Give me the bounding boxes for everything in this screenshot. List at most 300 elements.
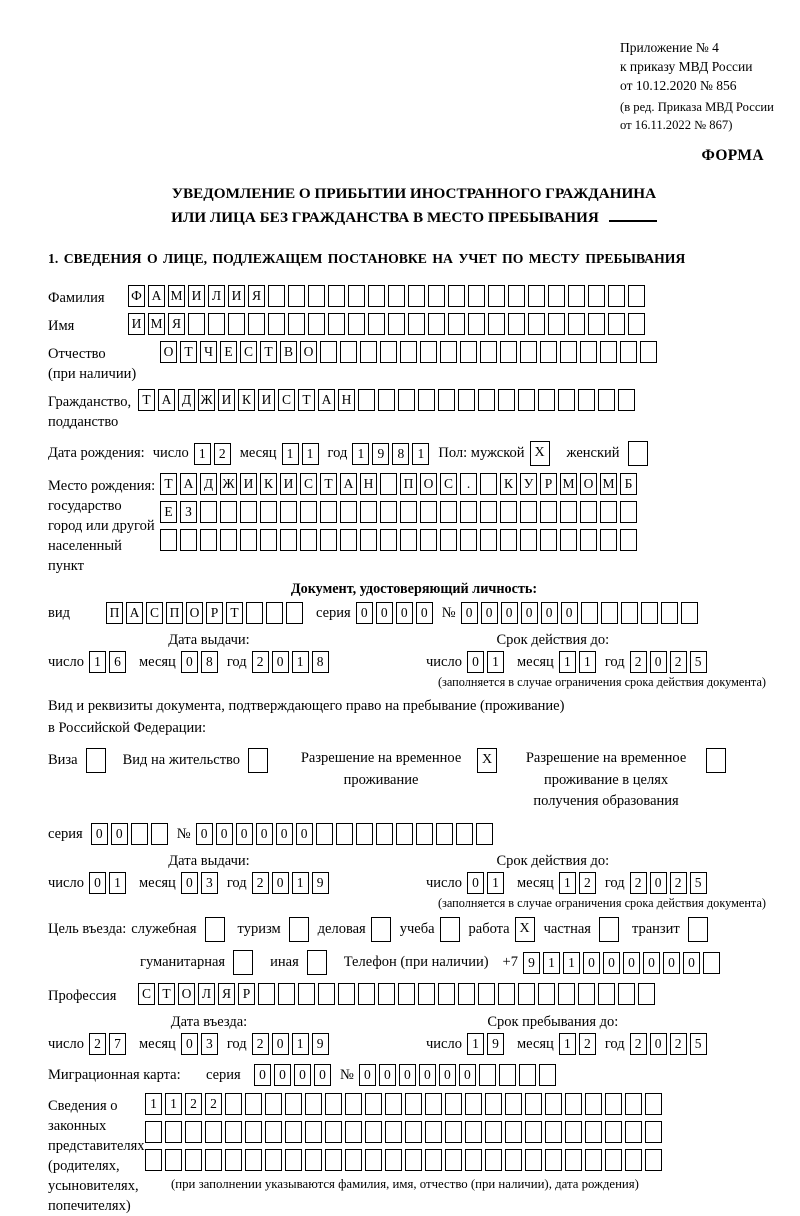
char-cell: [328, 285, 345, 307]
char-cell: [325, 1121, 342, 1143]
char-cell: [438, 983, 455, 1005]
char-cell: [465, 1149, 482, 1171]
char-cell: [620, 341, 637, 363]
char-cell: 0: [459, 1064, 476, 1086]
temp-residence-education-label: Разрешение на временное проживание в целях получения образования: [525, 749, 687, 810]
char-cell: [505, 1093, 522, 1115]
purpose-private-label: частная: [543, 921, 591, 938]
char-cell: П: [166, 602, 183, 624]
char-cell: [305, 1093, 322, 1115]
purpose-private-checkbox: [599, 917, 622, 942]
residence-doc-options: [48, 748, 780, 813]
char-cell: 1: [559, 651, 576, 673]
field-surname: [48, 285, 780, 308]
char-cell: [599, 917, 619, 942]
char-cell: П: [400, 473, 417, 495]
char-cell: [706, 748, 726, 773]
char-cell: 2: [89, 1033, 106, 1055]
char-cell: 9: [523, 952, 540, 974]
month-label: месяц: [138, 653, 176, 670]
title-underline: [609, 209, 657, 222]
char-cell: Л: [208, 285, 225, 307]
representatives-label-line: представителях: [48, 1138, 145, 1155]
issue-date-title: Дата выдачи:: [168, 853, 250, 870]
char-cell: И: [128, 313, 145, 335]
stay-day-cells: [467, 1033, 507, 1055]
char-cell: [400, 341, 417, 363]
representatives-label-line: усыновителях,: [48, 1178, 139, 1195]
char-cell: 2: [670, 872, 687, 894]
char-cell: 0: [419, 1064, 436, 1086]
char-cell: [325, 1093, 342, 1115]
char-cell: [545, 1093, 562, 1115]
char-cell: [220, 501, 237, 523]
char-cell: Я: [218, 983, 235, 1005]
char-cell: [598, 983, 615, 1005]
char-cell: [396, 823, 413, 845]
char-cell: М: [560, 473, 577, 495]
patronymic-label-line: Отчество: [48, 346, 106, 363]
residence-doc-intro-line: Вид и реквизиты документа, подтверждающего право на пребывание (проживание): [48, 698, 565, 715]
char-cell: [478, 983, 495, 1005]
purpose-work-label: работа: [468, 921, 510, 938]
char-cell: [500, 341, 517, 363]
char-cell: [425, 1121, 442, 1143]
year-label: год: [327, 445, 348, 462]
char-cell: [436, 823, 453, 845]
char-cell: 0: [181, 872, 198, 894]
id-doc-type-label: вид: [48, 604, 70, 621]
appendix-line: Приложение № 4: [620, 40, 719, 55]
char-cell: [280, 529, 297, 551]
purpose-label: Цель въезда:: [48, 921, 127, 938]
char-cell: Ч: [200, 341, 217, 363]
char-cell: О: [300, 341, 317, 363]
char-cell: И: [228, 285, 245, 307]
char-cell: [618, 389, 635, 411]
sex-female-checkbox: [628, 441, 651, 466]
residence-series-label: серия: [48, 825, 83, 842]
char-cell: Д: [200, 473, 217, 495]
id-doc-series-label: серия: [316, 604, 351, 621]
char-cell: Д: [178, 389, 195, 411]
char-cell: [428, 285, 445, 307]
char-cell: [398, 983, 415, 1005]
patronymic-label-line: (при наличии): [48, 366, 137, 383]
year-label: год: [604, 1035, 625, 1052]
char-cell: [240, 529, 257, 551]
char-cell: [465, 1093, 482, 1115]
char-cell: С: [138, 983, 155, 1005]
char-cell: 9: [312, 872, 329, 894]
char-cell: У: [520, 473, 537, 495]
char-cell: [420, 501, 437, 523]
amendment-line: (в ред. Приказа МВД России: [620, 100, 774, 115]
char-cell: К: [500, 473, 517, 495]
char-cell: [425, 1093, 442, 1115]
field-purpose-row2: [48, 950, 780, 975]
char-cell: [498, 983, 515, 1005]
char-cell: [265, 1121, 282, 1143]
representatives-row1-cells: [145, 1093, 665, 1115]
char-cell: 2: [630, 651, 647, 673]
stay-month-cells: [559, 1033, 599, 1055]
char-cell: [358, 983, 375, 1005]
char-cell: [245, 1149, 262, 1171]
char-cell: 1: [109, 872, 126, 894]
char-cell: М: [168, 285, 185, 307]
profession-label: Профессия: [48, 988, 117, 1005]
char-cell: [638, 983, 655, 1005]
char-cell: [388, 313, 405, 335]
char-cell: О: [178, 983, 195, 1005]
option-temp-residence-education: [514, 748, 729, 813]
char-cell: 2: [579, 872, 596, 894]
representatives-label-line: законных: [48, 1118, 107, 1135]
expiry-day-cells: [467, 872, 507, 894]
purpose-other-label: иная: [270, 954, 299, 971]
char-cell: [260, 529, 277, 551]
option-residence-permit: [123, 748, 271, 773]
char-cell: [225, 1149, 242, 1171]
char-cell: [565, 1093, 582, 1115]
char-cell: [480, 341, 497, 363]
char-cell: [525, 1121, 542, 1143]
char-cell: А: [180, 473, 197, 495]
char-cell: 0: [683, 952, 700, 974]
char-cell: [248, 748, 268, 773]
char-cell: [468, 313, 485, 335]
residence-series-cells: [91, 823, 171, 845]
char-cell: [200, 501, 217, 523]
field-profession: [48, 983, 780, 1006]
char-cell: А: [158, 389, 175, 411]
char-cell: [500, 529, 517, 551]
birthplace-label-line: Место рождения:: [48, 478, 156, 495]
char-cell: [385, 1093, 402, 1115]
char-cell: 0: [467, 872, 484, 894]
char-cell: [298, 983, 315, 1005]
day-label: число: [152, 445, 189, 462]
char-cell: 3: [201, 1033, 218, 1055]
char-cell: [300, 529, 317, 551]
char-cell: [225, 1093, 242, 1115]
char-cell: [565, 1149, 582, 1171]
char-cell: [405, 1121, 422, 1143]
appendix-line: от 10.12.2020 № 856: [620, 78, 737, 94]
id-doc-issue-group: [48, 632, 400, 673]
char-cell: [608, 285, 625, 307]
char-cell: 0: [276, 823, 293, 845]
char-cell: [585, 1149, 602, 1171]
issue-month-cells: [181, 872, 221, 894]
month-label: месяц: [239, 445, 277, 462]
char-cell: 9: [487, 1033, 504, 1055]
char-cell: [356, 823, 373, 845]
char-cell: А: [318, 389, 335, 411]
char-cell: [285, 1149, 302, 1171]
purpose-study-checkbox: [440, 917, 463, 942]
expiry-date-fields: [426, 651, 710, 673]
char-cell: [528, 285, 545, 307]
field-id-doc: [48, 602, 780, 624]
char-cell: [620, 529, 637, 551]
char-cell: 8: [312, 651, 329, 673]
char-cell: 2: [630, 872, 647, 894]
representatives-caption: (при заполнении указываются фамилия, имя, отчество (при наличии), дата рождения): [171, 1177, 639, 1192]
representatives-label-line: Сведения о: [48, 1098, 118, 1115]
char-cell: 0: [623, 952, 640, 974]
purpose-other-checkbox: [307, 950, 330, 975]
expiry-day-cells: [467, 651, 507, 673]
char-cell: 0: [181, 651, 198, 673]
birth-date-label: Дата рождения:: [48, 445, 145, 462]
char-cell: [448, 313, 465, 335]
char-cell: 0: [467, 651, 484, 673]
char-cell: [145, 1121, 162, 1143]
char-cell: [548, 313, 565, 335]
char-cell: [288, 313, 305, 335]
month-label: месяц: [516, 1035, 554, 1052]
residence-number-label: №: [176, 825, 191, 842]
char-cell: [420, 341, 437, 363]
char-cell: [618, 983, 635, 1005]
char-cell: 0: [650, 872, 667, 894]
char-cell: [625, 1093, 642, 1115]
char-cell: [581, 602, 598, 624]
migration-series-cells: [254, 1064, 334, 1086]
char-cell: 0: [561, 602, 578, 624]
char-cell: [416, 823, 433, 845]
char-cell: 0: [196, 823, 213, 845]
char-cell: [288, 285, 305, 307]
char-cell: [245, 1121, 262, 1143]
char-cell: [345, 1149, 362, 1171]
char-cell: И: [240, 473, 257, 495]
char-cell: И: [280, 473, 297, 495]
char-cell: [645, 1121, 662, 1143]
char-cell: 1: [89, 651, 106, 673]
char-cell: 1: [559, 1033, 576, 1055]
char-cell: Т: [226, 602, 243, 624]
char-cell: Е: [220, 341, 237, 363]
temp-residence-label: Разрешение на временное проживание: [300, 749, 462, 788]
char-cell: [385, 1121, 402, 1143]
char-cell: Р: [238, 983, 255, 1005]
char-cell: [208, 313, 225, 335]
char-cell: [560, 529, 577, 551]
char-cell: [488, 285, 505, 307]
char-cell: [456, 823, 473, 845]
id-doc-number-cells: [461, 602, 701, 624]
year-label: год: [226, 1035, 247, 1052]
char-cell: [458, 983, 475, 1005]
char-cell: 0: [294, 1064, 311, 1086]
char-cell: [478, 389, 495, 411]
option-temp-residence: [293, 748, 500, 792]
char-cell: 2: [630, 1033, 647, 1055]
char-cell: [519, 1064, 536, 1086]
char-cell: [180, 529, 197, 551]
char-cell: [398, 389, 415, 411]
given-name-cells: [128, 313, 648, 335]
char-cell: [160, 529, 177, 551]
field-birth-date: [48, 441, 780, 466]
day-label: число: [426, 653, 462, 670]
char-cell: [548, 285, 565, 307]
birthplace-row3-cells: [160, 529, 640, 551]
char-cell: X: [515, 917, 535, 942]
char-cell: [388, 285, 405, 307]
char-cell: [425, 1149, 442, 1171]
birth-day-cells: [194, 443, 234, 465]
char-cell: [505, 1121, 522, 1143]
char-cell: 0: [603, 952, 620, 974]
stay-until-fields: [426, 1033, 710, 1055]
char-cell: [485, 1121, 502, 1143]
birthplace-rows: [160, 473, 640, 557]
char-cell: [428, 313, 445, 335]
phone-cells: [523, 952, 723, 974]
char-cell: 0: [379, 1064, 396, 1086]
char-cell: К: [238, 389, 255, 411]
representatives-label: [48, 1093, 145, 1216]
char-cell: [320, 529, 337, 551]
char-cell: [628, 441, 648, 466]
char-cell: Ж: [198, 389, 215, 411]
representatives-label-line: (родителях,: [48, 1158, 120, 1175]
char-cell: [368, 313, 385, 335]
char-cell: [605, 1121, 622, 1143]
char-cell: 0: [521, 602, 538, 624]
char-cell: [625, 1149, 642, 1171]
char-cell: 0: [296, 823, 313, 845]
char-cell: 0: [91, 823, 108, 845]
char-cell: 1: [543, 952, 560, 974]
char-cell: [540, 529, 557, 551]
sex-female-label: женский: [566, 445, 620, 462]
char-cell: 0: [650, 651, 667, 673]
expiry-date-title: Срок действия до:: [496, 632, 610, 649]
title-line2-text: ИЛИ ЛИЦА БЕЗ ГРАЖДАНСТВА В МЕСТО ПРЕБЫВАНИЯ: [171, 208, 599, 226]
char-cell: [358, 389, 375, 411]
char-cell: [418, 389, 435, 411]
char-cell: [380, 501, 397, 523]
id-doc-dates: [48, 632, 780, 673]
citizenship-cells: [138, 389, 638, 411]
purpose-business-checkbox: [371, 917, 394, 942]
char-cell: [188, 313, 205, 335]
form-title: [48, 182, 780, 229]
char-cell: [608, 313, 625, 335]
char-cell: И: [188, 285, 205, 307]
purpose-transit-checkbox: [688, 917, 711, 942]
migration-card-label: Миграционная карта:: [48, 1066, 181, 1083]
char-cell: П: [106, 602, 123, 624]
char-cell: [600, 501, 617, 523]
title-line2: [48, 206, 780, 230]
month-label: месяц: [138, 874, 176, 891]
char-cell: [246, 602, 263, 624]
appendix-block: [620, 38, 780, 95]
char-cell: [205, 917, 225, 942]
form-label: ФОРМА: [701, 147, 764, 165]
char-cell: 0: [89, 872, 106, 894]
representatives-row2-cells: [145, 1121, 665, 1143]
issue-month-cells: [181, 651, 221, 673]
residence-doc-dates: [48, 853, 780, 894]
char-cell: [345, 1093, 362, 1115]
birth-month-cells: [282, 443, 322, 465]
field-purpose: [48, 917, 780, 942]
char-cell: С: [440, 473, 457, 495]
char-cell: Т: [160, 473, 177, 495]
char-cell: [260, 501, 277, 523]
char-cell: И: [258, 389, 275, 411]
char-cell: [460, 529, 477, 551]
char-cell: [465, 1121, 482, 1143]
char-cell: 1: [467, 1033, 484, 1055]
residence-dates-footnote: (заполняется в случае ограничения срока действия документа): [437, 896, 766, 911]
char-cell: [585, 1093, 602, 1115]
issue-year-cells: [252, 651, 332, 673]
char-cell: 8: [201, 651, 218, 673]
char-cell: [588, 285, 605, 307]
expiry-month-cells: [559, 651, 599, 673]
migration-series-label: серия: [206, 1066, 241, 1083]
char-cell: [418, 983, 435, 1005]
field-representatives: [48, 1093, 780, 1216]
char-cell: 1: [487, 872, 504, 894]
char-cell: Е: [160, 501, 177, 523]
char-cell: 5: [690, 872, 707, 894]
id-doc-expiry-group: [426, 632, 710, 673]
char-cell: [340, 341, 357, 363]
char-cell: [538, 389, 555, 411]
char-cell: [380, 473, 397, 495]
char-cell: [588, 313, 605, 335]
issue-day-cells: [89, 872, 129, 894]
char-cell: [641, 602, 658, 624]
entry-date-group: [48, 1014, 400, 1055]
char-cell: [645, 1149, 662, 1171]
birth-year-cells: [352, 443, 432, 465]
char-cell: О: [420, 473, 437, 495]
char-cell: 0: [272, 651, 289, 673]
char-cell: 0: [272, 872, 289, 894]
year-label: год: [226, 874, 247, 891]
char-cell: И: [218, 389, 235, 411]
char-cell: [640, 341, 657, 363]
field-citizenship: [48, 389, 780, 432]
char-cell: [286, 602, 303, 624]
char-cell: [558, 983, 575, 1005]
char-cell: [560, 501, 577, 523]
char-cell: [408, 285, 425, 307]
id-doc-heading: Документ, удостоверяющий личность:: [290, 581, 538, 598]
char-cell: [540, 501, 557, 523]
phone-prefix: +7: [502, 954, 518, 971]
char-cell: [525, 1149, 542, 1171]
char-cell: [340, 529, 357, 551]
migration-number-label: №: [340, 1066, 354, 1083]
char-cell: [165, 1121, 182, 1143]
purpose-tourism-label: туризм: [237, 921, 281, 938]
char-cell: 2: [185, 1093, 202, 1115]
char-cell: [268, 313, 285, 335]
char-cell: [508, 285, 525, 307]
char-cell: Т: [180, 341, 197, 363]
